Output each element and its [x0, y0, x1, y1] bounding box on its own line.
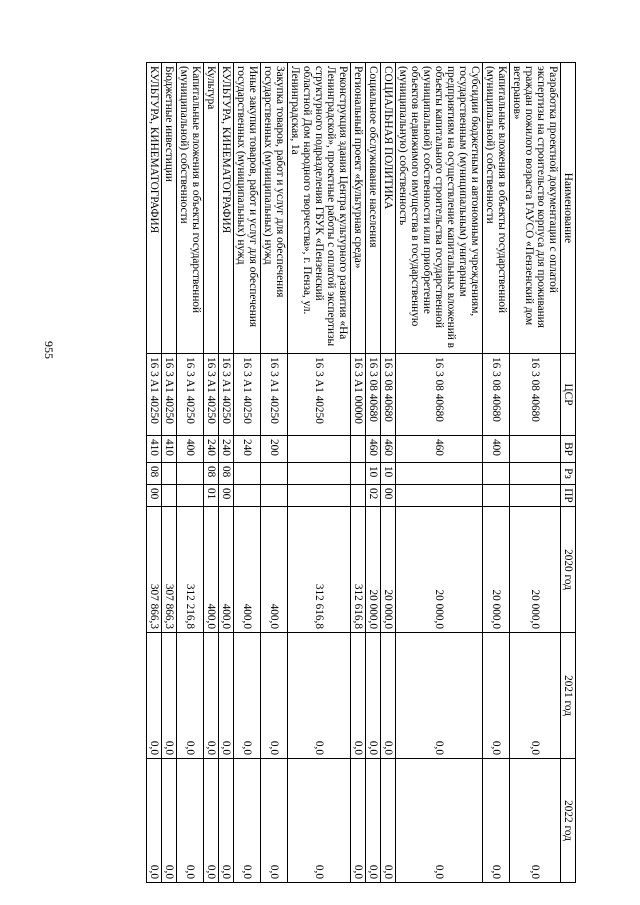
- row-vr: 460: [366, 436, 381, 463]
- row-2021: 0,0: [510, 633, 561, 759]
- row-2021: 0,0: [204, 633, 219, 759]
- row-rz: [483, 463, 510, 485]
- row-2022: 0,0: [177, 759, 204, 883]
- row-2021: 0,0: [261, 633, 288, 759]
- row-2020: 400,0: [204, 507, 219, 633]
- row-csr: 16 3 A1 00000: [351, 354, 366, 436]
- row-2021: 0,0: [483, 633, 510, 759]
- row-vr: 460: [396, 436, 483, 463]
- row-2021: 0,0: [366, 633, 381, 759]
- row-2020: 20 000,0: [366, 507, 381, 633]
- row-2021: 0,0: [234, 633, 261, 759]
- row-2020: 312 216,8: [177, 507, 204, 633]
- row-2020: 400,0: [234, 507, 261, 633]
- row-2021: 0,0: [381, 633, 396, 759]
- row-2022: 0,0: [162, 759, 177, 883]
- row-2021: 0,0: [219, 633, 234, 759]
- row-name: Культура: [204, 63, 219, 354]
- row-2020: 312 616,8: [351, 507, 366, 633]
- row-csr: 16 3 A1 40250: [204, 354, 219, 436]
- row-pr: 00: [381, 485, 396, 507]
- row-2022: 0,0: [510, 759, 561, 883]
- row-pr: [234, 485, 261, 507]
- table-row: [234, 63, 261, 883]
- table-row: [204, 63, 219, 883]
- row-vr: 410: [162, 436, 177, 463]
- row-vr: 460: [381, 436, 396, 463]
- row-rz: [261, 463, 288, 485]
- row-2022: 0,0: [483, 759, 510, 883]
- row-pr: [288, 485, 351, 507]
- table-row: [162, 63, 177, 883]
- row-pr: [162, 485, 177, 507]
- table-header-row: [561, 63, 576, 883]
- row-2022: 0,0: [147, 759, 162, 883]
- row-vr: [351, 436, 366, 463]
- column-header: 2021 год: [561, 633, 576, 759]
- column-header: ЦСР: [561, 354, 576, 436]
- row-csr: 16 3 A1 40250: [234, 354, 261, 436]
- row-pr: [351, 485, 366, 507]
- row-name: Капитальные вложения в объекты государственной (муниципальной) собственности: [177, 63, 204, 354]
- row-csr: 16 3 A1 40250: [162, 354, 177, 436]
- row-2021: 0,0: [162, 633, 177, 759]
- table-row: [396, 63, 483, 883]
- row-2021: 0,0: [396, 633, 483, 759]
- row-vr: 400: [177, 436, 204, 463]
- table-row: [261, 63, 288, 883]
- row-pr: [510, 485, 561, 507]
- row-2020: 312 616,8: [288, 507, 351, 633]
- row-pr: 02: [366, 485, 381, 507]
- row-rz: [288, 463, 351, 485]
- row-csr: 16 3 08 40680: [510, 354, 561, 436]
- row-2020: 20 000,0: [483, 507, 510, 633]
- row-pr: 00: [147, 485, 162, 507]
- row-2020: 20 000,0: [396, 507, 483, 633]
- row-2020: 400,0: [219, 507, 234, 633]
- row-csr: 16 3 A1 40250: [177, 354, 204, 436]
- row-name: Иные закупки товаров, работ и услуг для обеспечения государственных (муниципальных) нужд: [234, 63, 261, 354]
- row-2022: 0,0: [219, 759, 234, 883]
- row-2020: 307 866,3: [147, 507, 162, 633]
- table-row: [366, 63, 381, 883]
- column-header: Рз: [561, 463, 576, 485]
- row-csr: 16 3 08 40680: [366, 354, 381, 436]
- table-row: [177, 63, 204, 883]
- row-2022: 0,0: [234, 759, 261, 883]
- row-2021: 0,0: [177, 633, 204, 759]
- row-rz: [396, 463, 483, 485]
- row-csr: 16 3 08 40680: [483, 354, 510, 436]
- page-number: 955: [42, 341, 56, 359]
- row-name: Бюджетные инвестиции: [162, 63, 177, 354]
- row-2022: 0,0: [351, 759, 366, 883]
- row-name: Социальное обслуживание населения: [366, 63, 381, 354]
- row-2020: 400,0: [261, 507, 288, 633]
- row-2020: 20 000,0: [510, 507, 561, 633]
- column-header: 2022 год: [561, 759, 576, 883]
- row-2020: 20 000,0: [381, 507, 396, 633]
- rotated-budget-table: [91, 62, 576, 882]
- row-rz: [234, 463, 261, 485]
- row-name: КУЛЬТУРА, КИНЕМАТОГРАФИЯ: [147, 63, 162, 354]
- row-name: Региональный проект «Культурная среда»: [351, 63, 366, 354]
- row-2022: 0,0: [204, 759, 219, 883]
- row-2022: 0,0: [396, 759, 483, 883]
- budget-table: [146, 62, 576, 883]
- column-header: ВР: [561, 436, 576, 463]
- row-name: Закупка товаров, работ и услуг для обеспечения государственных (муниципальных) нужд: [261, 63, 288, 354]
- table-row: [381, 63, 396, 883]
- row-rz: [510, 463, 561, 485]
- row-csr: 16 3 08 40680: [396, 354, 483, 436]
- row-rz: [351, 463, 366, 485]
- table-row: [351, 63, 366, 883]
- row-name: Капитальные вложения в объекты государственной (муниципальной) собственности: [483, 63, 510, 354]
- row-name: Разработка проектной документации с оплатой экспертизы на строительство корпуса для проживания граждан пожилого возраста ГАУСО «Пензенский дом ветеранов»: [510, 63, 561, 354]
- row-2021: 0,0: [288, 633, 351, 759]
- row-rz: [162, 463, 177, 485]
- row-vr: 400: [483, 436, 510, 463]
- row-rz: 10: [366, 463, 381, 485]
- row-rz: 08: [147, 463, 162, 485]
- table-row: [219, 63, 234, 883]
- row-csr: 16 3 08 40680: [381, 354, 396, 436]
- row-2021: 0,0: [147, 633, 162, 759]
- row-2022: 0,0: [261, 759, 288, 883]
- row-rz: [177, 463, 204, 485]
- row-2022: 0,0: [366, 759, 381, 883]
- row-csr: 16 3 A1 40250: [219, 354, 234, 436]
- row-name: Субсидии бюджетным и автономным учреждениям, государственным (муниципальным) унитарным предприятиям на осуществление капитальных вложений в объекты капитального строительства государственной (муниципальной) собственности или приобретение объектов недвижимого имущества в государственную (муниципальную) собственность: [396, 63, 483, 354]
- row-pr: 01: [204, 485, 219, 507]
- table-row: [510, 63, 561, 883]
- row-csr: 16 3 A1 40250: [288, 354, 351, 436]
- column-header: ПР: [561, 485, 576, 507]
- row-vr: 240: [234, 436, 261, 463]
- row-2020: 307 866,3: [162, 507, 177, 633]
- row-pr: [483, 485, 510, 507]
- row-rz: 08: [204, 463, 219, 485]
- row-pr: [261, 485, 288, 507]
- row-name: Реконструкция здания Центра культурного развития «На Ленинградской», проектные работы с оплатой экспертизы структурного подразделения ГБУК «Пензенский областной Дом народного творчества», г. Пенза, ул. Ленинградская, 1а: [288, 63, 351, 354]
- row-pr: [396, 485, 483, 507]
- row-vr: [510, 436, 561, 463]
- table-row: [288, 63, 351, 883]
- row-vr: 200: [261, 436, 288, 463]
- row-vr: 410: [147, 436, 162, 463]
- row-vr: [288, 436, 351, 463]
- row-2022: 0,0: [381, 759, 396, 883]
- row-pr: [177, 485, 204, 507]
- row-rz: 08: [219, 463, 234, 485]
- row-csr: 16 3 A1 40250: [147, 354, 162, 436]
- row-2022: 0,0: [288, 759, 351, 883]
- row-2021: 0,0: [351, 633, 366, 759]
- row-vr: 240: [219, 436, 234, 463]
- row-rz: 10: [381, 463, 396, 485]
- table-row: [147, 63, 162, 883]
- column-header: Наименование: [561, 63, 576, 354]
- row-vr: 240: [204, 436, 219, 463]
- row-csr: 16 3 A1 40250: [261, 354, 288, 436]
- row-name: КУЛЬТУРА, КИНЕМАТОГРАФИЯ: [219, 63, 234, 354]
- column-header: 2020 год: [561, 507, 576, 633]
- table-row: [483, 63, 510, 883]
- row-pr: 00: [219, 485, 234, 507]
- row-name: СОЦИАЛЬНАЯ ПОЛИТИКА: [381, 63, 396, 354]
